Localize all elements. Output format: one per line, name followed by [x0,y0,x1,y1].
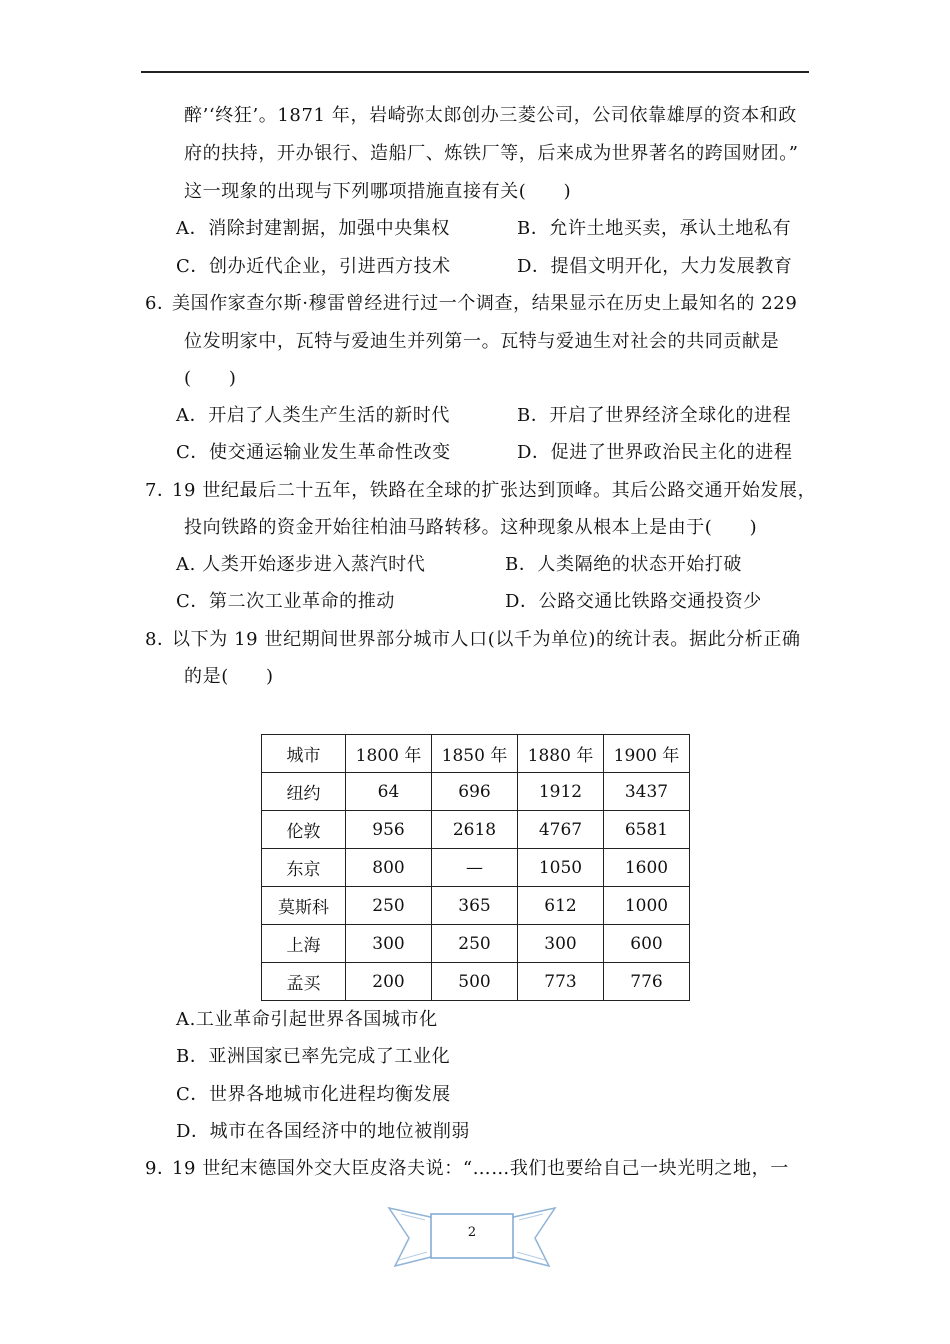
table-cell: 孟买 [262,963,346,1001]
table-cell: 伦敦 [262,811,346,849]
population-table [261,734,690,1001]
table-cell: 纽约 [262,773,346,811]
q6-line-1: 美国作家查尔斯·穆雷曾经进行过一个调查，结果显示在历史上最知名的 229 [172,293,798,314]
table-cell: 300 [518,925,604,963]
table-row [262,849,690,887]
table-cell: 莫斯科 [262,887,346,925]
table-cell: 64 [346,773,432,811]
q5-option-b: B．允许土地买卖，承认土地私有 [517,218,792,239]
q6-option-d: D．促进了世界政治民主化的进程 [517,442,793,463]
table-cell: 250 [432,925,518,963]
table-cell: 776 [604,963,690,1001]
q5-option-a: A．消除封建割据，加强中央集权 [176,218,450,239]
table-cell: 300 [346,925,432,963]
q8-number: 8． [145,629,176,650]
table-cell: 200 [346,963,432,1001]
table-cell: 696 [432,773,518,811]
q8-option-a: A.工业革命引起世界各国城市化 [176,1009,438,1030]
q5-line-1: 醉’‘终狂’。1871 年，岩崎弥太郎创办三菱公司，公司依靠雄厚的资本和政 [184,105,797,126]
table-cell: — [432,849,518,887]
header-cell: 1800 年 [346,735,432,773]
q8-option-c: C．世界各地城市化进程均衡发展 [176,1084,451,1105]
q6-option-b: B．开启了世界经济全球化的进程 [517,405,792,426]
table-cell: 500 [432,963,518,1001]
table-cell: 3437 [604,773,690,811]
q6-number: 6． [145,293,176,314]
table-header-row [262,735,690,773]
table-cell: 上海 [262,925,346,963]
table-cell: 6581 [604,811,690,849]
q7-option-b: B．人类隔绝的状态开始打破 [505,554,743,575]
table-cell: 4767 [518,811,604,849]
q7-option-d: D．公路交通比铁路交通投资少 [505,591,762,612]
q7-option-c: C．第二次工业革命的推动 [176,591,395,612]
page-number: 2 [467,1225,477,1240]
header-cell: 1850 年 [432,735,518,773]
q5-option-d: D．提倡文明开化，大力发展教育 [517,256,793,277]
q5-line-3: 这一现象的出现与下列哪项措施直接有关( ) [184,181,572,202]
table-cell: 600 [604,925,690,963]
q7-line-1: 19 世纪最后二十五年，铁路在全球的扩张达到顶峰。其后公路交通开始发展， [172,480,817,501]
table-cell: 1050 [518,849,604,887]
q5-line-2: 府的扶持，开办银行、造船厂、炼铁厂等，后来成为世界著名的跨国财团。” [184,143,799,164]
table-row [262,887,690,925]
table-cell: 1000 [604,887,690,925]
table-cell: 773 [518,963,604,1001]
q9-line-1: 19 世纪末德国外交大臣皮洛夫说：“……我们也要给自己一块光明之地，一 [172,1158,789,1179]
q6-line-2: 位发明家中，瓦特与爱迪生并列第一。瓦特与爱迪生对社会的共同贡献是 [184,331,780,352]
q9-number: 9． [145,1158,176,1179]
q7-line-2: 投向铁路的资金开始往柏油马路转移。这种现象从根本上是由于( ) [184,517,758,538]
table-row [262,811,690,849]
table-cell: 东京 [262,849,346,887]
table-row [262,963,690,1001]
table-cell: 250 [346,887,432,925]
table-cell: 1912 [518,773,604,811]
q6-option-a: A．开启了人类生产生活的新时代 [176,405,450,426]
q7-number: 7． [145,480,176,501]
q8-line-2: 的是( ) [184,666,274,687]
header-cell: 1900 年 [604,735,690,773]
q7-option-a: A. 人类开始逐步进入蒸汽时代 [176,554,426,575]
table-cell: 956 [346,811,432,849]
q6-line-3: ( ) [184,368,237,389]
q8-option-d: D．城市在各国经济中的地位被削弱 [176,1121,471,1142]
q6-option-c: C．使交通运输业发生革命性改变 [176,442,451,463]
header-cell: 城市 [262,735,346,773]
q8-line-1: 以下为 19 世纪期间世界部分城市人口(以千为单位)的统计表。据此分析正确 [172,629,801,650]
table-cell: 612 [518,887,604,925]
table-cell: 2618 [432,811,518,849]
table-cell: 1600 [604,849,690,887]
q5-option-c: C．创办近代企业，引进西方技术 [176,256,451,277]
table-row [262,773,690,811]
header-rule [141,71,809,73]
header-cell: 1880 年 [518,735,604,773]
table-row [262,925,690,963]
table-cell: 365 [432,887,518,925]
q8-option-b: B．亚洲国家已率先完成了工业化 [176,1046,451,1067]
table-cell: 800 [346,849,432,887]
